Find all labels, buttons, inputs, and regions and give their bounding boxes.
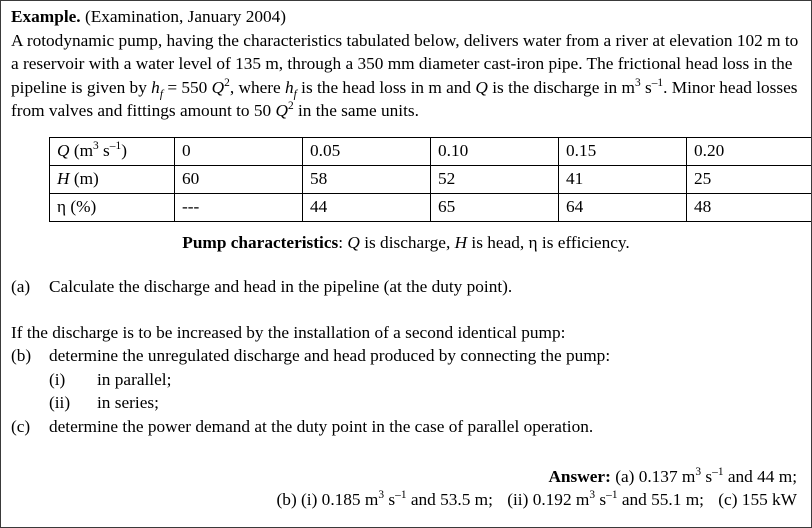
- question-b-ii-text: in series;: [97, 393, 159, 413]
- formula-equals: = 550: [167, 77, 208, 97]
- answer-a-unit-s-exponent: –1: [712, 465, 724, 478]
- answer-b-i-unit-s: s: [388, 490, 396, 510]
- question-a: [1, 275, 811, 299]
- table-cell: 48: [687, 193, 812, 221]
- question-b-i: [1, 368, 811, 392]
- answer-b-ii-unit-m-exponent: 3: [589, 489, 596, 502]
- table-cell: 58: [303, 165, 431, 193]
- question-c-label: (c): [11, 416, 31, 436]
- answer-b-i-unit-m: m: [364, 490, 379, 510]
- answer-a-unit-m: m: [681, 466, 696, 486]
- table-cell: 65: [431, 193, 559, 221]
- answer-a-head: and 44 m;: [727, 466, 797, 486]
- question-c-text: determine the power demand at the duty point in the case of parallel operation.: [49, 416, 594, 436]
- inline-q-symbol: Q: [475, 77, 488, 97]
- table-cell: 60: [175, 165, 303, 193]
- problem-sentence-2c: is the discharge in m: [492, 77, 635, 97]
- second-pump-lead-in: If the discharge is to be increased by the installation of a second identical pump:: [11, 322, 566, 342]
- question-b-i-text: in parallel;: [97, 369, 172, 389]
- table-cell: 0.20: [687, 137, 812, 165]
- answer-a-tag: (a): [615, 466, 635, 486]
- minor-loss-q-exponent: 2: [287, 100, 294, 113]
- row-units-open: (m: [73, 141, 94, 161]
- answer-a-value: 0.137: [638, 466, 678, 486]
- answer-a-unit-s: s: [705, 466, 713, 486]
- question-b-ii: [1, 391, 811, 415]
- table-cell: 0.10: [431, 137, 559, 165]
- answer-b-ii-head: and 55.1 m;: [621, 490, 704, 510]
- problem-sentence-2b: is the head loss in m and: [301, 77, 472, 97]
- question-a-label: (a): [11, 276, 31, 296]
- caption-eta-symbol: η: [528, 232, 538, 252]
- problem-sentence-2e: in the same units.: [297, 101, 419, 121]
- table-cell: ---: [175, 193, 303, 221]
- caption-bold-label: Pump characteristics: [182, 232, 339, 252]
- row-units-exponent: 3: [93, 140, 99, 153]
- inline-hf-subscript: f: [293, 88, 297, 101]
- table-cell: 0.05: [303, 137, 431, 165]
- caption-h-symbol: H: [454, 232, 468, 252]
- answer-b-ii-value: 0.192: [532, 490, 572, 510]
- answer-c-tag: (c): [718, 490, 738, 510]
- answer-b-i-tag: (i): [301, 490, 318, 510]
- pump-characteristics-table: [49, 137, 812, 222]
- spacer: [1, 253, 811, 275]
- unit-metre-exponent: 3: [634, 77, 641, 90]
- caption-efficiency-text: is efficiency.: [541, 232, 630, 252]
- row-symbol: η: [57, 197, 67, 217]
- answer-a-unit-m-exponent: 3: [695, 465, 702, 478]
- problem-sentence-2a: , where: [229, 77, 281, 97]
- row-units-second-exponent: –1: [109, 140, 122, 153]
- row-symbol: H: [57, 169, 70, 189]
- row-symbol: Q: [57, 141, 70, 161]
- document-body: [1, 1, 811, 123]
- unit-second-exponent: –1: [651, 77, 664, 90]
- answer-b-i-value: 0.185: [321, 490, 361, 510]
- answer-label: Answer:: [548, 466, 611, 486]
- answer-b-i-unit-m-exponent: 3: [378, 489, 385, 502]
- answer-line-2: [1, 488, 797, 512]
- answer-b-ii-unit-s: s: [599, 490, 607, 510]
- row-units-open: (m): [73, 169, 99, 189]
- row-units-close: ): [121, 141, 127, 161]
- row-units-open: (%): [70, 197, 97, 217]
- formula-hf-subscript: f: [159, 88, 163, 101]
- table-cell: 0.15: [559, 137, 687, 165]
- caption-head-text: is head,: [471, 232, 525, 252]
- question-b-label: (b): [11, 346, 32, 366]
- inline-hf-symbol: h: [285, 77, 294, 97]
- problem-sentence-1: A rotodynamic pump, having the characteristics tabulated below, delivers water from a river at elevation 102 m to a reservoir with a water level of 135 m, through a 350 mm diameter cast-iron pipe. The frictional head loss in the pipeline is given by: [11, 30, 799, 97]
- answer-b-tag: (b): [276, 490, 297, 510]
- table-row: [50, 193, 812, 221]
- formula-q-symbol: Q: [211, 77, 225, 97]
- question-c: [1, 415, 811, 439]
- minor-loss-q-symbol: Q: [275, 101, 288, 121]
- question-b-i-label: (i): [49, 369, 66, 389]
- table-row-header-efficiency: [50, 193, 175, 221]
- table-row: [50, 165, 812, 193]
- table-row-header-discharge: [50, 137, 175, 165]
- row-units-second: s: [103, 141, 110, 161]
- answer-c-value: 155 kW: [741, 490, 797, 510]
- answer-block: [1, 465, 811, 512]
- question-a-text: Calculate the discharge and head in the pipeline (at the duty point).: [49, 276, 513, 296]
- unit-second: s: [644, 77, 652, 97]
- table-cell: 41: [559, 165, 687, 193]
- example-source: (Examination, January 2004): [84, 7, 287, 26]
- answer-b-i-head: and 53.5 m;: [410, 490, 493, 510]
- question-b: [1, 344, 811, 368]
- table-row: [50, 137, 812, 165]
- table-cell: 64: [559, 193, 687, 221]
- example-heading: [11, 5, 799, 29]
- spacer: [1, 299, 811, 321]
- answer-b-ii-tag: (ii): [507, 490, 529, 510]
- answer-line-1: [1, 465, 797, 489]
- problem-statement: [11, 29, 799, 123]
- caption-q-symbol: Q: [347, 232, 360, 252]
- question-b-text: determine the unregulated discharge and head produced by connecting the pump:: [49, 346, 611, 366]
- caption-discharge-text: is discharge,: [364, 232, 451, 252]
- table-row-header-head: [50, 165, 175, 193]
- table-cell: 25: [687, 165, 812, 193]
- answer-b-ii-unit-m: m: [575, 490, 590, 510]
- table-cell: 44: [303, 193, 431, 221]
- answer-b-ii-unit-s-exponent: –1: [606, 489, 618, 502]
- example-label: Example.: [11, 7, 81, 26]
- formula-hf-symbol: h: [151, 77, 160, 97]
- table-caption: [1, 233, 811, 253]
- table-cell: 0: [175, 137, 303, 165]
- caption-colon: :: [338, 232, 344, 252]
- table-cell: 52: [431, 165, 559, 193]
- answer-b-i-unit-s-exponent: –1: [395, 489, 407, 502]
- question-b-ii-label: (ii): [49, 393, 71, 413]
- formula-q-exponent: 2: [224, 77, 230, 90]
- problem-sentence-2d: . Minor head losses from valves and fittings amount to 50: [11, 77, 798, 121]
- pump-characteristics-table-wrapper: [49, 137, 765, 222]
